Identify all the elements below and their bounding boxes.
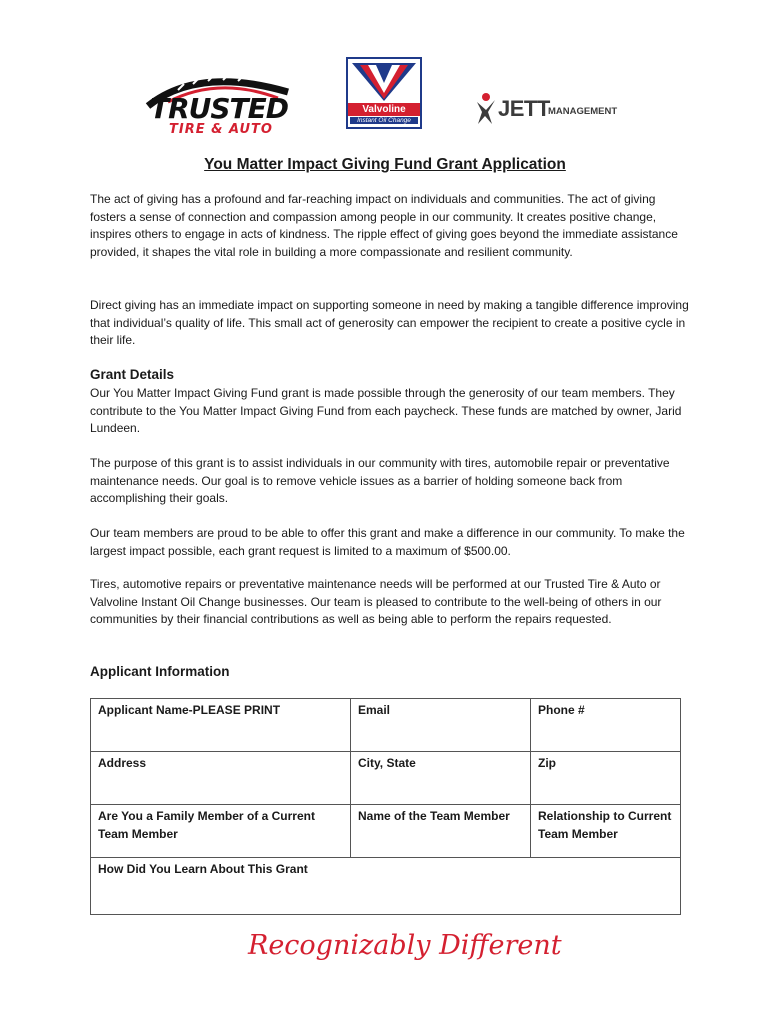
applicant-name-field[interactable]: Applicant Name-PLEASE PRINT bbox=[91, 699, 351, 752]
jett-figure-icon bbox=[474, 92, 498, 126]
jett-logo-name: JETT bbox=[498, 96, 550, 121]
tagline-text: Recognizably Different bbox=[248, 930, 562, 961]
applicant-info-heading: Applicant Information bbox=[90, 664, 230, 679]
table-row bbox=[91, 805, 681, 858]
trusted-logo-sub: TIRE & AUTO bbox=[169, 122, 273, 137]
grant-details-paragraph-4: Tires, automotive repairs or preventative maintenance needs will be performed at our Trusted Tire & Auto or Valvoline Instant Oil Change businesses. Our team is pleased to contribute to the well-being of others in our communities by their financial contributions as well as being able to perform the repairs requested. bbox=[90, 577, 662, 626]
trusted-logo-name: TRUSTED bbox=[149, 92, 289, 125]
phone-field[interactable]: Phone # bbox=[531, 699, 681, 752]
trusted-tire-auto-logo bbox=[138, 72, 300, 137]
learn-about-grant-field[interactable]: How Did You Learn About This Grant bbox=[91, 858, 681, 915]
family-member-field[interactable]: Are You a Family Member of a Current Team Member bbox=[91, 805, 351, 858]
table-row bbox=[91, 752, 681, 805]
zip-field[interactable]: Zip bbox=[531, 752, 681, 805]
email-field[interactable]: Email bbox=[351, 699, 531, 752]
valvoline-logo-name: Valvoline bbox=[348, 103, 420, 116]
jett-management-logo bbox=[474, 92, 624, 126]
intro-paragraph-2: Direct giving has an immediate impact on supporting someone in need by making a tangible difference improving that individual’s quality of life. This small act of generosity can empower the recipient to create a positive cycle in their life. bbox=[90, 298, 689, 347]
table-row bbox=[91, 699, 681, 752]
tagline-signature bbox=[248, 930, 562, 980]
logo-bar bbox=[0, 52, 770, 137]
relationship-field[interactable]: Relationship to Current Team Member bbox=[531, 805, 681, 858]
valvoline-logo-sub: Instant Oil Change bbox=[350, 117, 418, 124]
city-state-field[interactable]: City, State bbox=[351, 752, 531, 805]
applicant-info-table bbox=[90, 698, 681, 915]
team-member-name-field[interactable]: Name of the Team Member bbox=[351, 805, 531, 858]
grant-details-heading: Grant Details bbox=[90, 367, 175, 382]
valvoline-v-icon bbox=[346, 57, 422, 105]
page-title: You Matter Impact Giving Fund Grant Application bbox=[204, 156, 566, 173]
intro-paragraph-1: The act of giving has a profound and far-reaching impact on individuals and communities. The act of giving fosters a sense of connection and compassion among people in our community. It creates positive change, inspires others to engage in acts of kindness. The ripple effect of giving goes beyond the immediate assistance provided, it shapes the vital role in building a more compassionate and resilient community. bbox=[90, 192, 678, 259]
valvoline-logo bbox=[346, 57, 422, 129]
table-row bbox=[91, 858, 681, 915]
jett-logo-sub: MANAGEMENT bbox=[548, 106, 618, 117]
grant-details-paragraph-1: Our You Matter Impact Giving Fund grant is made possible through the generosity of our team members. They contribute to the You Matter Impact Giving Fund from each paycheck. These funds are matched by owner, Jarid Lundeen. bbox=[90, 386, 682, 435]
grant-details-paragraph-3: Our team members are proud to be able to offer this grant and make a difference in our community. To make the largest impact possible, each grant request is limited to a maximum of $500.00. bbox=[90, 526, 685, 558]
grant-details-paragraph-2: The purpose of this grant is to assist individuals in our community with tires, automobile repair or preventative maintenance needs. Our goal is to remove vehicle issues as a barrier of holding someone back from accomplishing their goals. bbox=[90, 456, 670, 505]
address-field[interactable]: Address bbox=[91, 752, 351, 805]
